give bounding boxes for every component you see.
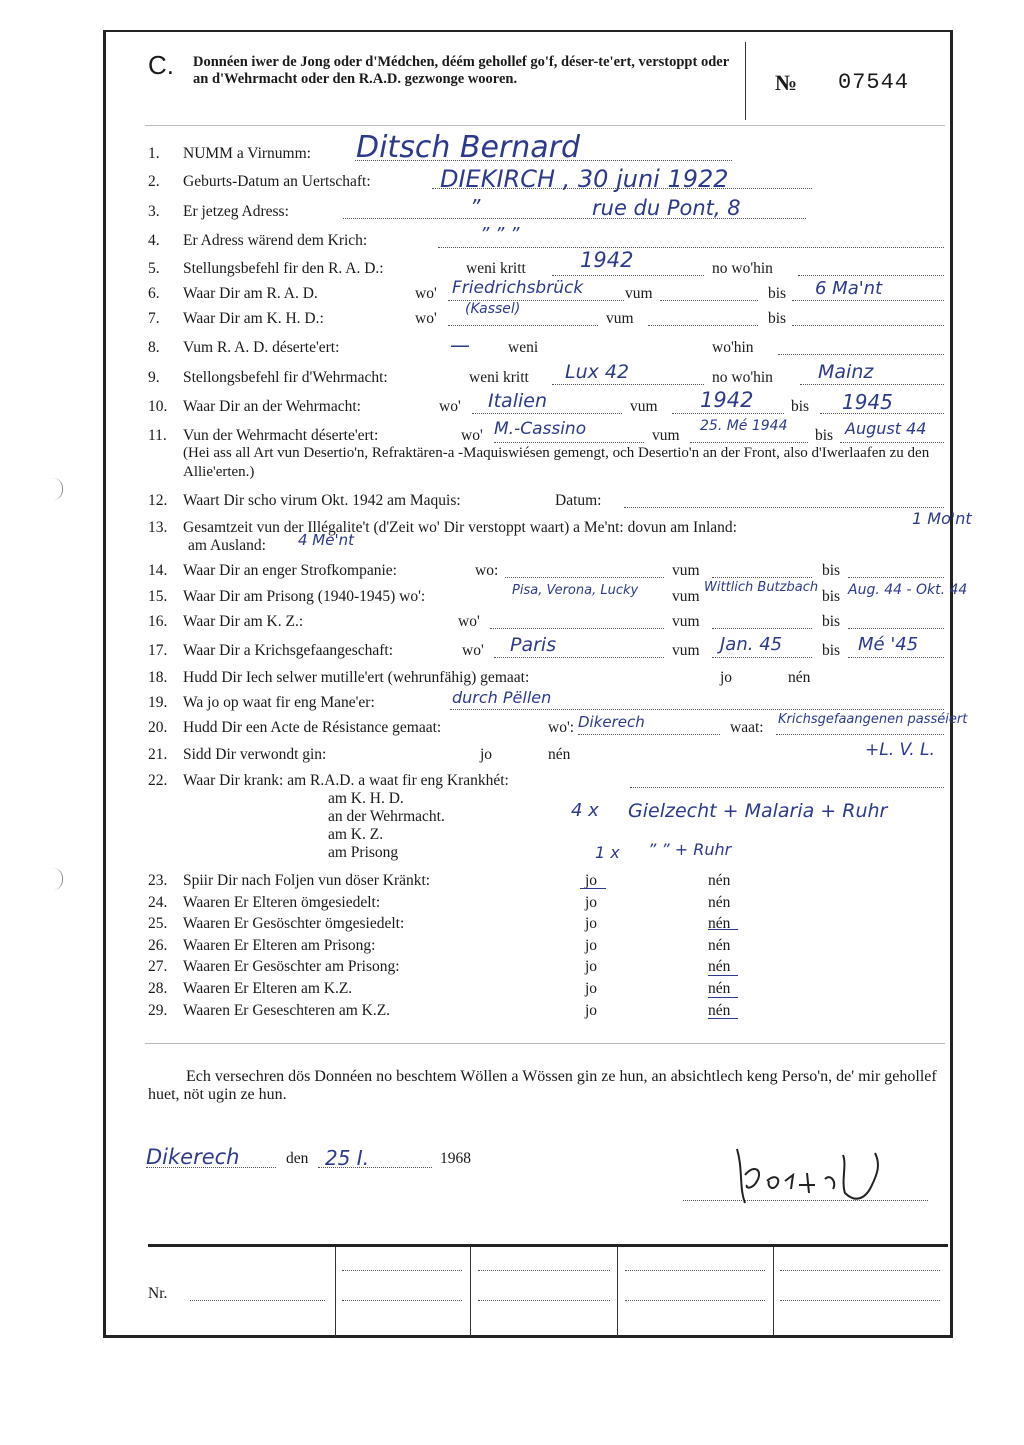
section-letter: C. xyxy=(148,50,174,80)
date-den: den xyxy=(286,1150,309,1167)
line13-abroad-label: am Ausland: xyxy=(188,537,266,554)
sub22-prisong: am Prisong xyxy=(328,844,399,861)
field-label: Hudd Dir Iech selwer mutille'ert (wehrunfähig) gemaat: xyxy=(183,669,530,686)
hw-khd-place: (Kassel) xyxy=(465,301,521,317)
field-number: 22. xyxy=(148,772,168,789)
field-label: Stellungsbefehl fir den R. A. D.: xyxy=(183,260,384,277)
field-sublabel: jo xyxy=(585,894,598,911)
field-sublabel: jo xyxy=(585,937,598,954)
mark-27-nen xyxy=(708,975,738,976)
hw-day: 25 I. xyxy=(325,1146,370,1170)
field-number: 6. xyxy=(148,285,160,302)
field-sublabel: vum xyxy=(625,285,653,302)
field-sublabel: nén xyxy=(548,746,571,763)
field-sublabel: Datum: xyxy=(555,492,602,509)
field-number: 12. xyxy=(148,492,168,509)
hw-prison-to: Aug. 44 - Okt. 44 xyxy=(848,582,968,598)
field-sublabel: nén xyxy=(708,937,731,954)
sub22-khd: am K. H. D. xyxy=(328,790,404,807)
hw-ill-count: 4 x xyxy=(571,800,599,821)
field-sublabel: bis xyxy=(791,398,810,415)
hw-prison-place: Pisa, Verona, Lucky xyxy=(512,583,639,598)
field-number: 14. xyxy=(148,562,168,579)
hw-illness: Gielzecht + Malaria + Ruhr xyxy=(628,800,888,822)
field-number: 16. xyxy=(148,613,168,630)
field-sublabel: weni kritt xyxy=(466,260,526,277)
field-label: Vum R. A. D. déserte'ert: xyxy=(183,339,340,356)
fill-line[interactable] xyxy=(448,325,598,326)
fill-line[interactable] xyxy=(505,577,664,578)
field-number: 20. xyxy=(148,719,168,736)
fill-line[interactable] xyxy=(494,442,644,443)
field-number: 18. xyxy=(148,669,168,686)
hw-desert-place: M.-Cassino xyxy=(494,419,587,439)
field-number: 28. xyxy=(148,980,168,997)
field-sublabel: no wo'hin xyxy=(712,369,773,386)
field-sublabel: weni xyxy=(508,339,539,356)
hw-war-address: ” ” ” xyxy=(480,224,520,245)
field-number: 25. xyxy=(148,915,168,932)
field-sublabel: jo xyxy=(720,669,733,686)
field-sublabel: vum xyxy=(630,398,658,415)
header-rule xyxy=(145,125,945,126)
field-sublabel: vum xyxy=(606,310,634,327)
field-number: 29. xyxy=(148,1002,168,1019)
hw-wehr-when: Lux 42 xyxy=(565,361,630,383)
fill-line[interactable] xyxy=(450,709,944,710)
field-label: Waar Dir a Krichsgefaangeschaft: xyxy=(183,642,394,659)
fill-line[interactable] xyxy=(798,275,944,276)
fill-line[interactable] xyxy=(472,413,622,414)
field-number: 4. xyxy=(148,232,160,249)
field-label: Waaren Er Gesöschter ömgesiedelt: xyxy=(183,915,405,932)
fill-line[interactable] xyxy=(494,657,664,658)
fill-line[interactable] xyxy=(800,384,944,385)
field-sublabel: weni kritt xyxy=(469,369,529,386)
field-sublabel: bis xyxy=(822,588,841,605)
fill-line[interactable] xyxy=(672,413,784,414)
fill-line[interactable] xyxy=(552,275,704,276)
field-number: 17. xyxy=(148,642,168,659)
field-label: Waar Dir an der Wehrmacht: xyxy=(183,398,361,415)
sub22-wehrmacht: an der Wehrmacht. xyxy=(328,808,445,825)
field-label: Waaren Er Geseschteren am K.Z. xyxy=(183,1002,391,1019)
hw-pow-place: Paris xyxy=(510,634,557,656)
hw-name: Ditsch Bernard xyxy=(356,130,581,165)
fill-line[interactable] xyxy=(848,657,944,658)
field-sublabel: nén xyxy=(708,958,731,975)
field-sublabel: jo xyxy=(585,980,598,997)
field-label: NUMM a Virnumm: xyxy=(183,145,311,162)
section-title: Donnéen iwer de Jong oder d'Médchen, déém gehollef go'f, déser-te'ert, verstoppt oder an d'Wehrmacht oder den R.A.D. gezwonge wooren. xyxy=(193,54,729,87)
field-number: 3. xyxy=(148,203,160,220)
sub22-kz: am K. Z. xyxy=(328,826,384,843)
field-label: Sidd Dir verwondt gin: xyxy=(183,746,327,763)
fill-line[interactable] xyxy=(552,384,704,385)
hw-pow-from: Jan. 45 xyxy=(720,634,783,655)
field-number: 5. xyxy=(148,260,160,277)
fill-line[interactable] xyxy=(848,628,944,629)
declaration: Ech versechren dös Donnéen no beschtem Wöllen a Wössen gin ze hun, an absichtlech keng Perso'n, de' mir gehollef huet, nöt ugin ze hun. xyxy=(148,1068,937,1103)
field-sublabel: jo xyxy=(585,915,598,932)
fill-line[interactable] xyxy=(712,657,812,658)
hw-rad-desert: — xyxy=(450,333,470,357)
field-number: 21. xyxy=(148,746,168,763)
hw-rad-place: Friedrichsbrück xyxy=(452,278,584,298)
hw-resist-what: Krichsgefaangenen passéiert xyxy=(778,712,968,727)
field-number: 27. xyxy=(148,958,168,975)
field-sublabel: vum xyxy=(672,562,700,579)
header-divider xyxy=(745,42,746,120)
punch-hole xyxy=(52,478,63,500)
hw-desert-to: August 44 xyxy=(845,419,927,438)
field-label: Waar Dir am R. A. D. xyxy=(183,285,318,302)
field-label: Waart Dir scho virum Okt. 1942 am Maquis: xyxy=(183,492,461,509)
form-number: 07544 xyxy=(838,70,910,95)
fill-line[interactable] xyxy=(792,300,944,301)
field-number: 23. xyxy=(148,872,168,889)
hw-illness2: ” ” + Ruhr xyxy=(648,840,732,859)
field-sublabel: bis xyxy=(822,642,841,659)
field-label: Geburts-Datum an Uertschaft: xyxy=(183,173,371,190)
field-sublabel: bis xyxy=(768,310,787,327)
hw-wehr-to: 1945 xyxy=(842,390,893,414)
hw-address: rue du Pont, 8 xyxy=(592,196,741,220)
field-sublabel: wo: xyxy=(475,562,499,579)
hw-place: Dikerech xyxy=(146,1145,240,1169)
field-sublabel: vum xyxy=(652,427,680,444)
footer-bar xyxy=(148,1244,948,1247)
field-sublabel: bis xyxy=(822,613,841,630)
field-sublabel: nén xyxy=(708,915,731,932)
field-label: Waaren Er Elteren am Prisong: xyxy=(183,937,376,954)
fill-line[interactable] xyxy=(712,628,812,629)
field-number: 11. xyxy=(148,427,167,444)
field-sublabel: nén xyxy=(708,894,731,911)
fill-line[interactable] xyxy=(712,577,812,578)
hw-manner: durch Pëllen xyxy=(452,688,552,707)
field-sublabel: jo xyxy=(585,1002,598,1019)
field-sublabel: wo' xyxy=(458,613,480,630)
hw-resist-lvl: +L. V. L. xyxy=(865,740,935,760)
field-label: Waar Dir am K. Z.: xyxy=(183,613,304,630)
field-sublabel: wo' xyxy=(439,398,461,415)
field-label: Waar Dir an enger Strofkompanie: xyxy=(183,562,397,579)
field-sublabel: waat: xyxy=(730,719,764,736)
field-number: 9. xyxy=(148,369,160,386)
field-number: 2. xyxy=(148,173,160,190)
field-sublabel: wo': xyxy=(548,719,575,736)
number-sign: № xyxy=(775,70,798,95)
field-number: 8. xyxy=(148,339,160,356)
mid-rule xyxy=(145,1043,945,1044)
signature xyxy=(725,1145,895,1205)
fill-line[interactable] xyxy=(848,577,944,578)
field-label: Waaren Er Elteren am K.Z. xyxy=(183,980,353,997)
field-sublabel: wo' xyxy=(415,310,437,327)
fill-line[interactable] xyxy=(578,734,720,735)
field-number: 13. xyxy=(148,519,168,536)
field-sublabel: vum xyxy=(672,642,700,659)
field-sublabel: vum xyxy=(672,613,700,630)
fill-line[interactable] xyxy=(840,442,944,443)
field-sublabel: nén xyxy=(708,872,731,889)
field-number: 15. xyxy=(148,588,168,605)
field-sublabel: nén xyxy=(708,980,731,997)
mark-25-nen xyxy=(708,929,738,930)
hw-ill-count2: 1 x xyxy=(595,843,620,862)
hw-wehr-where: Mainz xyxy=(818,361,874,383)
field-sublabel: jo xyxy=(480,746,493,763)
field-number: 19. xyxy=(148,694,168,711)
hw-wehr-from: 1942 xyxy=(700,388,754,412)
date-year: 1968 xyxy=(440,1150,471,1167)
field-number: 26. xyxy=(148,937,168,954)
field-label: Er jetzeg Adress: xyxy=(183,203,289,220)
field-label: Stellongsbefehl fir d'Wehrmacht: xyxy=(183,369,388,386)
hw-rad-duration: 6 Ma'nt xyxy=(815,278,883,299)
mark-29-nen xyxy=(708,1018,738,1019)
field-number: 24. xyxy=(148,894,168,911)
hw-abroad: 4 Me'nt xyxy=(298,531,354,549)
hw-pow-to: Mé '45 xyxy=(858,634,919,655)
fill-line[interactable] xyxy=(624,507,944,508)
field-label: Gesamtzeit vun der Illégalite't (d'Zeit wo' Dir verstoppt waart) a Me'nt: dovun am Inland: xyxy=(183,519,737,536)
field-label: Vun der Wehrmacht déserte'ert: xyxy=(183,427,379,444)
fill-line[interactable] xyxy=(648,325,758,326)
mark-23-jo xyxy=(580,888,606,889)
field-label: Hudd Dir een Acte de Résistance gemaat: xyxy=(183,719,442,736)
field-sublabel: wo' xyxy=(462,642,484,659)
note-desertion: (Hei ass all Art vun Desertio'n, Refraktären-a -Maquiswiésen gemengt, och Desertio'n an der Front, also d'Iwerlaafen zu den Allie'erten.) xyxy=(183,445,930,480)
punch-hole xyxy=(52,868,63,890)
hw-desert-from: 25. Mé 1944 xyxy=(700,418,788,434)
mark-28-nen xyxy=(708,997,738,998)
field-sublabel: bis xyxy=(822,562,841,579)
field-sublabel: jo xyxy=(585,872,598,889)
field-label: Waaren Er Gesöschter am Prisong: xyxy=(183,958,400,975)
hw-birth: DIEKIRCH , 30 juni 1922 xyxy=(440,165,729,193)
field-number: 10. xyxy=(148,398,168,415)
field-sublabel: wo'hin xyxy=(712,339,754,356)
fill-line[interactable] xyxy=(630,787,944,788)
field-number: 1. xyxy=(148,145,160,162)
fill-line[interactable] xyxy=(792,325,944,326)
field-sublabel: vum xyxy=(672,588,700,605)
field-number: 7. xyxy=(148,310,160,327)
fill-line[interactable] xyxy=(778,354,944,355)
field-sublabel: bis xyxy=(768,285,787,302)
hw-addr-ditto: ” xyxy=(470,195,481,219)
fill-line[interactable] xyxy=(660,300,758,301)
field-label: Er Adress wärend dem Krich: xyxy=(183,232,368,249)
fill-line[interactable] xyxy=(490,628,664,629)
field-label: Wa jo op waat fir eng Mane'er: xyxy=(183,694,375,711)
field-label: Waaren Er Elteren ömgesiedelt: xyxy=(183,894,381,911)
field-label: Waar Dir am Prisong (1940-1945) wo': xyxy=(183,588,426,605)
field-label: Waar Dir krank: am R.A.D. a waat fir eng Krankhét: xyxy=(183,772,509,789)
field-sublabel: wo' xyxy=(415,285,437,302)
field-sublabel: nén xyxy=(708,1002,731,1019)
hw-prison-from: Wittlich Butzbach xyxy=(704,580,819,595)
hw-rad-year: 1942 xyxy=(580,248,634,272)
hw-wehr-place: Italien xyxy=(488,390,547,412)
field-sublabel: nén xyxy=(788,669,811,686)
hw-resist-place: Dikerech xyxy=(578,713,645,731)
field-sublabel: jo xyxy=(585,958,598,975)
hw-inland: 1 Mo'nt xyxy=(912,509,972,528)
field-sublabel: bis xyxy=(815,427,834,444)
fill-line[interactable] xyxy=(438,247,944,248)
nr-label: Nr. xyxy=(148,1285,168,1302)
field-sublabel: no wo'hin xyxy=(712,260,773,277)
field-label: Spiir Dir nach Foljen vun döser Kränkt: xyxy=(183,872,431,889)
field-label: Waar Dir am K. H. D.: xyxy=(183,310,324,327)
fill-line[interactable] xyxy=(690,442,808,443)
field-sublabel: wo' xyxy=(461,427,483,444)
fill-line[interactable] xyxy=(776,734,944,735)
